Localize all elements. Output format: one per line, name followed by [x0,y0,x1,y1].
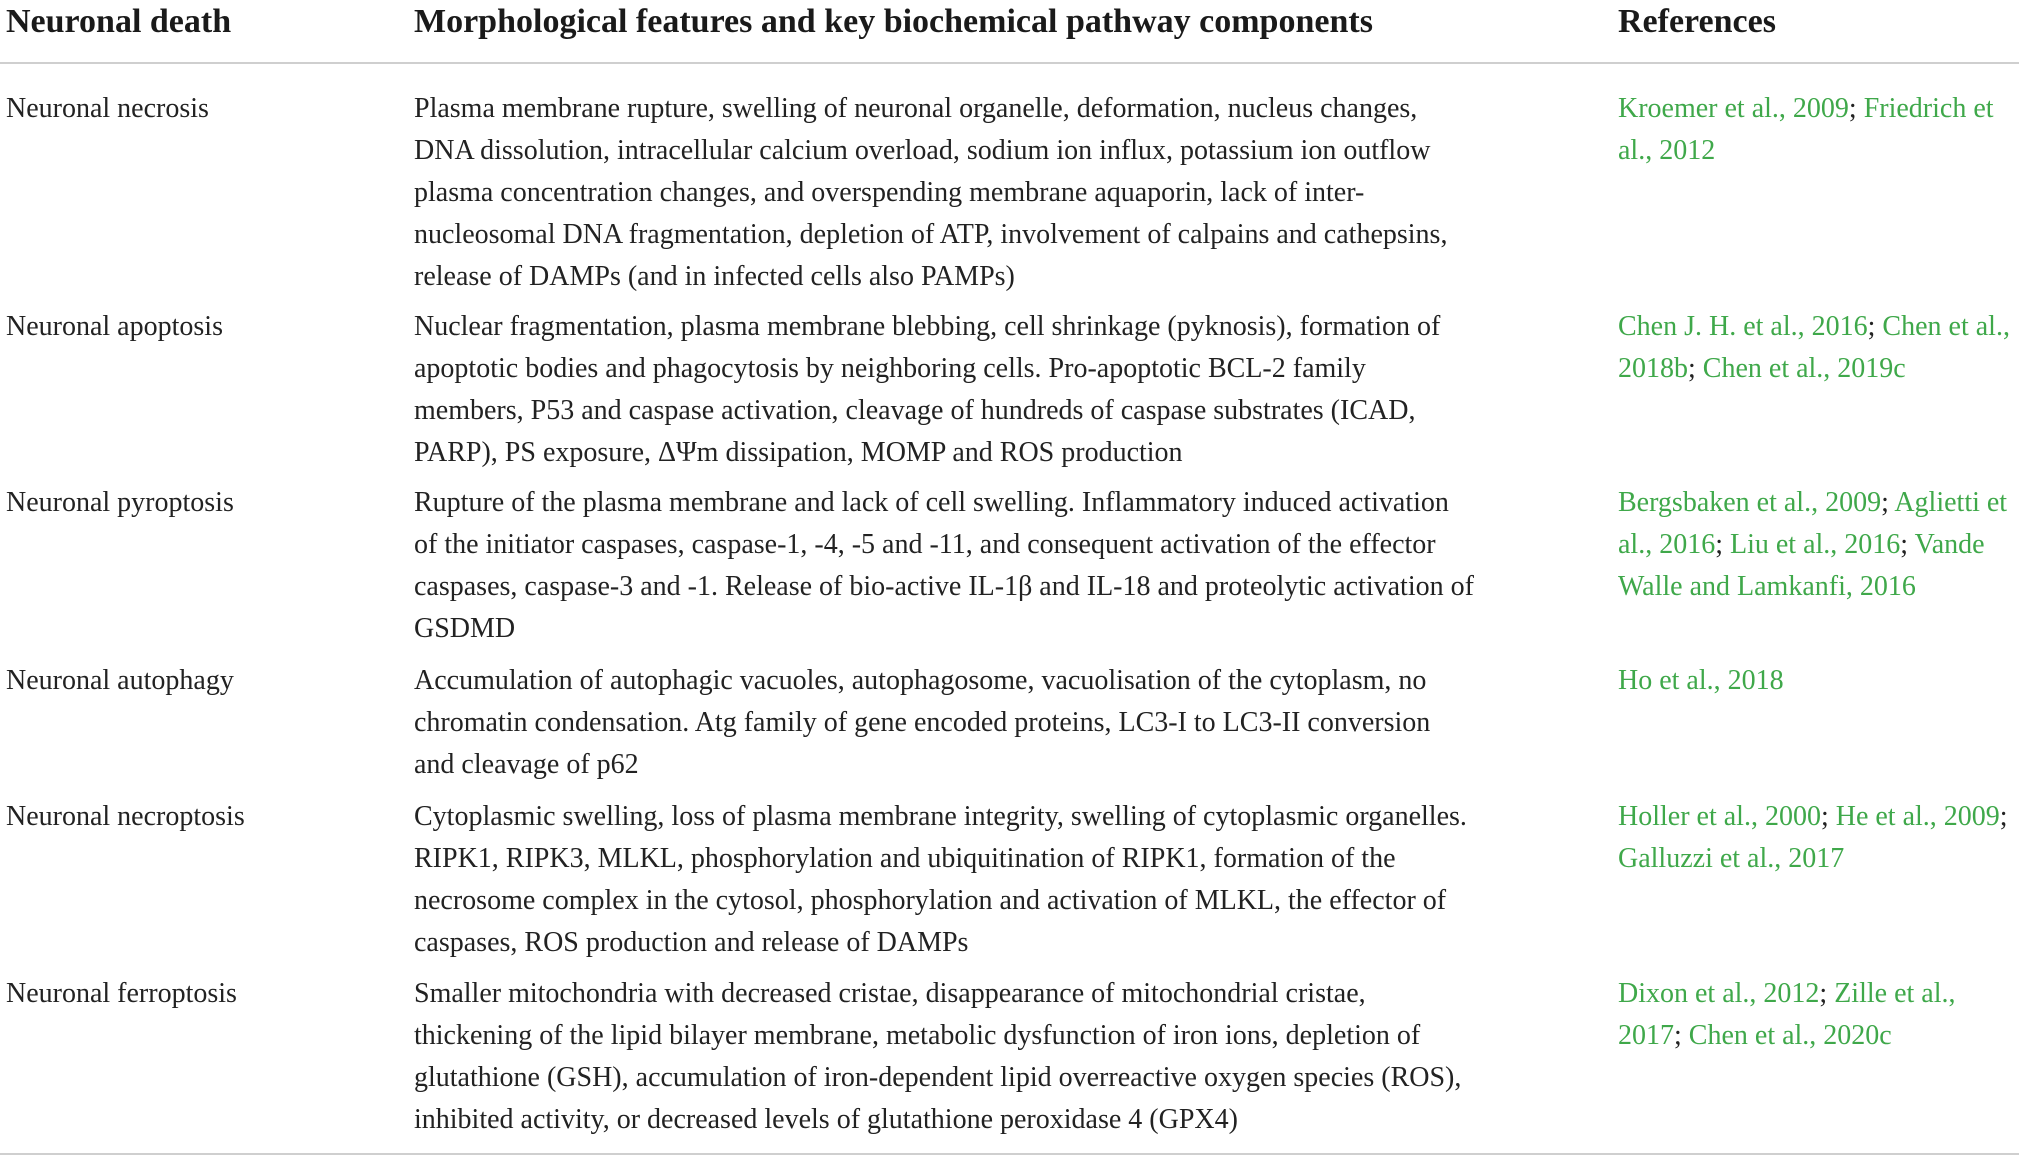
row-ferroptosis-type: Neuronal ferroptosis [6,978,237,1009]
row-necrosis-features: Plasma membrane rupture, swelling of neuronal organelle, deformation, nucleus changes, DNA dissolution, intracellular calcium overload, sodium ion influx, potassium ion outflow plasma concentration changes, and overspending membrane aquaporin, lack of inter-nucleosomal DNA fragmentation, depletion of ATP, involvement of calpains and cathepsins, release of DAMPs (and in infected cells also PAMPs) [414,93,1448,292]
reference-link[interactable]: Chen et al., 2020c [1688,1020,1892,1051]
row-apoptosis-features: Nuclear fragmentation, plasma membrane blebbing, cell shrinkage (pyknosis), formation of apoptotic bodies and phagocytosis by neighboring cells. Pro-apoptotic BCL-2 family members, P53 and caspase activation, cleavage of hundreds of caspase substrates (ICAD, PARP), PS exposure, ΔΨm dissipation, MOMP and ROS production [414,311,1441,468]
header-divider [0,62,2019,64]
row-apoptosis-type: Neuronal apoptosis [6,311,223,342]
row-pyroptosis-references: Bergsbaken et al., 2009; Aglietti et al., 2016; Liu et al., 2016; Vande Walle and Lamkanfi, 2016 [1618,487,2008,602]
row-pyroptosis-type: Neuronal pyroptosis [6,487,234,518]
header-neuronal-death: Neuronal death [6,3,232,40]
reference-link[interactable]: Bergsbaken et al., 2009 [1618,487,1882,518]
table-bottom-rule [0,1153,2019,1155]
reference-link[interactable]: Liu et al., 2016 [1730,529,1901,560]
row-autophagy-type: Neuronal autophagy [6,665,234,696]
row-necroptosis-type: Neuronal necroptosis [6,801,245,832]
reference-link[interactable]: Chen J. H. et al., 2016 [1618,311,1868,342]
header-features: Morphological features and key biochemical pathway components [414,3,1373,40]
reference-link[interactable]: Holler et al., 2000 [1618,801,1821,832]
row-necroptosis-features: Cytoplasmic swelling, loss of plasma membrane integrity, swelling of cytoplasmic organelles. RIPK1, RIPK3, MLKL, phosphorylation and ubiquitination of RIPK1, formation of the necrosome complex in the cytosol, phosphorylation and activation of MLKL, the effector of caspases, ROS production and release of DAMPs [414,801,1467,958]
row-pyroptosis-features: Rupture of the plasma membrane and lack of cell swelling. Inflammatory induced activation of the initiator caspases, caspase-1, -4, -5 and -11, and consequent activation of the effector caspases, caspase-3 and -1. Release of bio-active IL-1β and IL-18 and proteolytic activation of GSDMD [414,487,1474,644]
row-necrosis-references: Kroemer et al., 2009; Friedrich et al., 2012 [1618,93,1994,166]
reference-link[interactable]: Galluzzi et al., 2017 [1618,843,1845,874]
row-ferroptosis-references: Dixon et al., 2012; Zille et al., 2017; Chen et al., 2020c [1618,978,1956,1051]
reference-link[interactable]: He et al., 2009 [1835,801,2000,832]
reference-link[interactable]: Dixon et al., 2012 [1618,978,1820,1009]
row-apoptosis-references: Chen J. H. et al., 2016; Chen et al., 2018b; Chen et al., 2019c [1618,311,2010,384]
row-necroptosis-references: Holler et al., 2000; He et al., 2009; Galluzzi et al., 2017 [1618,801,2008,874]
reference-link[interactable]: Chen et al., 2018b [1618,311,2010,384]
reference-link[interactable]: Vande Walle and Lamkanfi, 2016 [1618,529,1985,602]
reference-link[interactable]: Aglietti et al., 2016 [1618,487,2008,560]
reference-link[interactable]: Kroemer et al., 2009 [1618,93,1849,124]
reference-link[interactable]: Chen et al., 2019c [1702,353,1906,384]
reference-link[interactable]: Friedrich et al., 2012 [1618,93,1994,166]
row-autophagy-features: Accumulation of autophagic vacuoles, autophagosome, vacuolisation of the cytoplasm, no chromatin condensation. Atg family of gene encoded proteins, LC3-I to LC3-II conversion and cleavage of p62 [414,665,1431,780]
header-references: References [1618,3,1776,40]
reference-link[interactable]: Ho et al., 2018 [1618,665,1784,696]
reference-link[interactable]: Zille et al., 2017 [1618,978,1956,1051]
row-ferroptosis-features: Smaller mitochondria with decreased cristae, disappearance of mitochondrial cristae, thickening of the lipid bilayer membrane, metabolic dysfunction of iron ions, depletion of glutathione (GSH), accumulation of iron-dependent lipid overreactive oxygen species (ROS), inhibited activity, or decreased levels of glutathione peroxidase 4 (GPX4) [414,978,1462,1135]
row-autophagy-references [1618,660,2018,702]
row-necrosis-type: Neuronal necrosis [6,93,209,124]
